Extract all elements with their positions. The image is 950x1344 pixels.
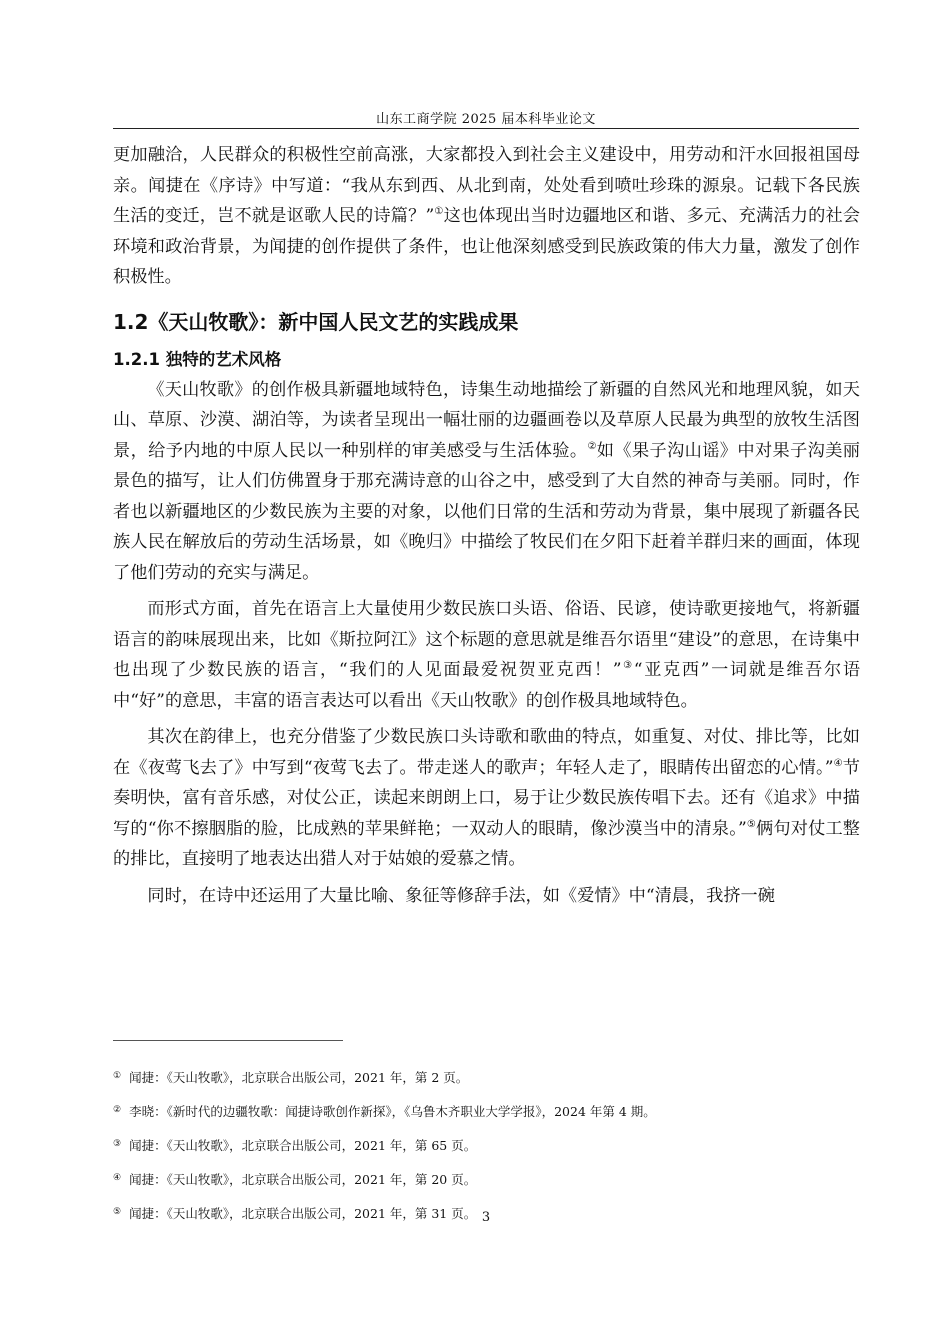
- footnote-1: ① 闻捷：《天山牧歌》，北京联合出版公司，2021 年，第 2 页。: [113, 1070, 469, 1085]
- footnote-ref-3[interactable]: ③: [621, 660, 634, 671]
- paragraph-3: 而形式方面，首先在语言上大量使用少数民族口头语、俗语、民谚，使诗歌更接地气，将新疆语言的韵味展现出来，比如《斯拉阿江》这个标题的意思就是维吾尔语里“建设”的意思，在诗集中也出现了少数民族的语言，“我们的人见面最爱祝贺亚克西！”③“亚克西”一词就是维吾尔语中“好”的意思，丰富的语言表达可以看出《天山牧歌》的创作极具地域特色。: [113, 599, 861, 711]
- footnote-ref-2[interactable]: ②: [587, 440, 597, 452]
- header-rule: [113, 128, 859, 129]
- paragraph-2: 《天山牧歌》的创作极具新疆地域特色，诗集生动地描绘了新疆的自然风光和地理风貌，如天山、草原、沙漠、湖泊等，为读者呈现出一幅壮丽的边疆画卷以及草原人民最为典型的放牧生活图景，给予内地的中原人民以一种别样的审美感受与生活体验。②如《果子沟山谣》中对果子沟美丽景色的描写，让人们仿佛置身于那充满诗意的山谷之中，感受到了大自然的神奇与美丽。同时，作者也以新疆地区的少数民族为主要的对象，以他们日常的生活和劳动为背景，集中展现了新疆各民族人民在解放后的劳动生活场景，如《晚归》中描绘了牧民们在夕阳下赶着羊群归来的画面，体现了他们劳动的充实与满足。: [113, 379, 860, 583]
- paragraph-4: 其次在韵律上，也充分借鉴了少数民族口头诗歌和歌曲的特点，如重复、对仗、排比等，比如在《夜莺飞去了》中写到“夜莺飞去了。带走迷人的歌声；年轻人走了，眼睛传出留恋的心情。”④节奏明快，富有音乐感，对仗公正，读起来朗朗上口，易于让少数民族传唱下去。还有《追求》中描写的“你不擦胭脂的脸，比成熟的苹果鲜艳；一双动人的眼睛，像沙漠当中的清泉。”⑤俩句对仗工整的排比，直接明了地表达出猎人对于姑娘的爱慕之情。: [113, 727, 860, 869]
- paragraph-5: 同时，在诗中还运用了大量比喻、象征等修辞手法，如《爱情》中“清晨，我挤一碗: [147, 885, 775, 906]
- footnote-rule: [113, 1040, 343, 1041]
- footnote-ref-1[interactable]: ①: [434, 206, 444, 217]
- footnote-5: ⑤ 闻捷：《天山牧歌》，北京联合出版公司，2021 年，第 31 页。: [113, 1206, 477, 1221]
- footnote-3: ③ 闻捷：《天山牧歌》，北京联合出版公司，2021 年，第 65 页。: [113, 1138, 477, 1153]
- footnote-ref-5[interactable]: ⑤: [746, 818, 757, 830]
- section-heading: 1.2《天山牧歌》：新中国人民文艺的实践成果: [113, 309, 519, 334]
- footnote-4: ④ 闻捷：《天山牧歌》，北京联合出版公司，2021 年，第 20 页。: [113, 1172, 477, 1187]
- footnotes: [113, 1060, 859, 1230]
- footnote-2: ② 李晓：《新时代的边疆牧歌：闻捷诗歌创作新探》，《乌鲁木齐职业大学学报》，2024 年第 4 期。: [113, 1104, 656, 1119]
- body-text: [113, 140, 860, 911]
- running-header: 山东工商学院 2025 届本科毕业论文: [376, 112, 596, 127]
- paragraph-1: 更加融洽，人民群众的积极性空前高涨，大家都投入到社会主义建设中，用劳动和汗水回报祖国母亲。闻捷在《序诗》中写道：“我从东到西、从北到南，处处看到喷吐珍珠的源泉。记载下各民族生活的变迁，岂不就是讴歌人民的诗篇？”①这也体现出当时边疆地区和谐、多元、充满活力的社会环境和政治背景，为闻捷的创作提供了条件，也让他深刻感受到民族政策的伟大力量，激发了创作积极性。: [113, 145, 860, 287]
- page-number: 3: [481, 1210, 491, 1225]
- footnote-ref-4[interactable]: ④: [833, 757, 843, 769]
- subsection-heading: 1.2.1 独特的艺术风格: [113, 349, 282, 369]
